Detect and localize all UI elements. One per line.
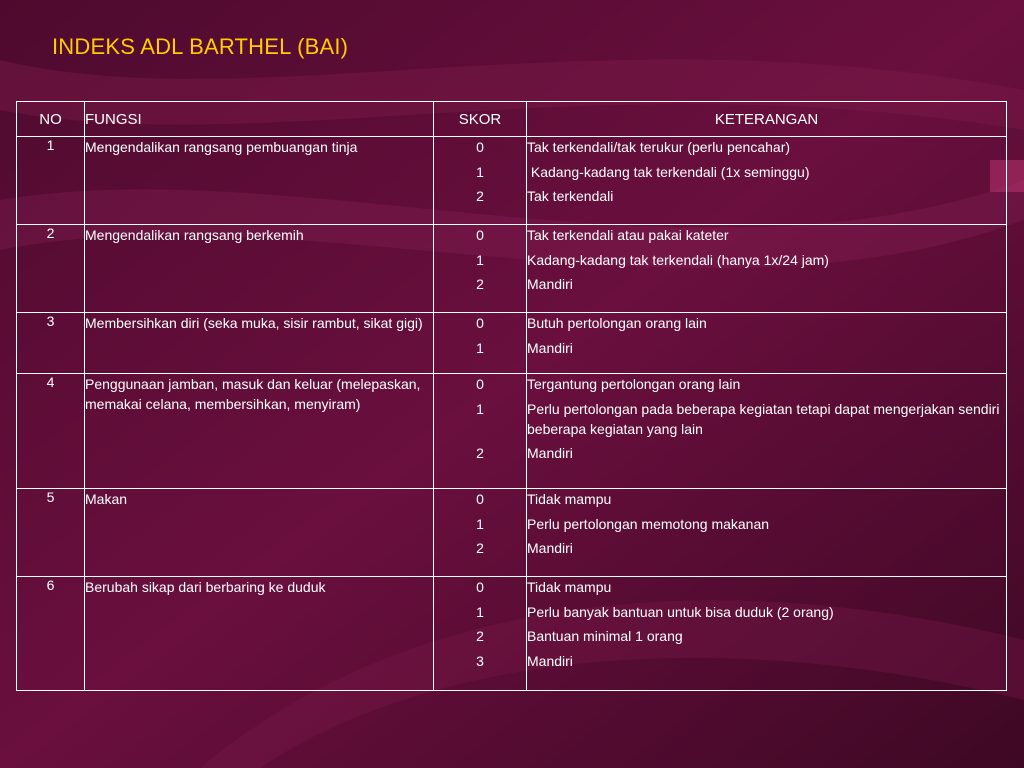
description-line: Mandiri bbox=[527, 339, 573, 356]
score-value: 3 bbox=[476, 652, 484, 669]
cell-keterangan bbox=[527, 225, 1007, 313]
page-title: INDEKS ADL BARTHEL (BAI) bbox=[52, 34, 349, 59]
table-row bbox=[17, 374, 1007, 489]
description-line: Tidak mampu bbox=[527, 491, 612, 507]
cell-fungsi: Makan bbox=[85, 489, 434, 577]
description-line: Bantuan minimal 1 orang bbox=[527, 628, 683, 645]
description-line: Kadang-kadang tak terkendali (1x seminggu) bbox=[527, 163, 810, 180]
cell-no: 4 bbox=[17, 374, 85, 489]
description-line: Tidak mampu bbox=[527, 579, 612, 595]
cell-skor bbox=[434, 313, 527, 374]
description-line: Mandiri bbox=[527, 276, 573, 293]
table-row bbox=[17, 577, 1007, 691]
description-line: Butuh pertolongan orang lain bbox=[527, 315, 707, 331]
score-value: 0 bbox=[476, 491, 484, 507]
description-line: Kadang-kadang tak terkendali (hanya 1x/24 jam) bbox=[527, 251, 829, 268]
cell-fungsi: Mengendalikan rangsang pembuangan tinja bbox=[85, 137, 434, 225]
cell-keterangan bbox=[527, 577, 1007, 691]
cell-no: 5 bbox=[17, 489, 85, 577]
score-value: 1 bbox=[476, 339, 484, 356]
cell-keterangan bbox=[527, 137, 1007, 225]
score-value: 0 bbox=[476, 315, 484, 331]
cell-no: 6 bbox=[17, 577, 85, 691]
score-spacer bbox=[434, 423, 526, 443]
description-line: Tergantung pertolongan orang lain bbox=[527, 376, 741, 392]
score-value: 0 bbox=[476, 139, 484, 155]
table-row bbox=[17, 225, 1007, 313]
table-header-row bbox=[17, 102, 1007, 137]
cell-skor bbox=[434, 374, 527, 489]
description-line: Tak terkendali/tak terukur (perlu pencahar) bbox=[527, 139, 791, 155]
table-row bbox=[17, 313, 1007, 374]
score-value: 1 bbox=[476, 603, 484, 620]
header-fungsi: FUNGSI bbox=[85, 102, 434, 137]
header-keterangan: KETERANGAN bbox=[527, 102, 1007, 137]
score-value: 1 bbox=[476, 163, 484, 180]
score-value: 2 bbox=[476, 445, 484, 462]
cell-keterangan bbox=[527, 374, 1007, 489]
cell-no: 3 bbox=[17, 313, 85, 374]
description-line: Mandiri bbox=[527, 652, 573, 669]
barthel-table bbox=[16, 101, 1007, 691]
description-line: Mandiri bbox=[527, 540, 573, 557]
score-value: 2 bbox=[476, 628, 484, 645]
score-value: 1 bbox=[476, 400, 484, 417]
cell-fungsi: Berubah sikap dari berbaring ke duduk bbox=[85, 577, 434, 691]
cell-skor bbox=[434, 577, 527, 691]
score-value: 2 bbox=[476, 276, 484, 293]
cell-fungsi: Penggunaan jamban, masuk dan keluar (melepaskan, memakai celana, membersihkan, menyiram) bbox=[85, 374, 434, 489]
score-value: 0 bbox=[476, 376, 484, 392]
description-line: Tak terkendali atau pakai kateter bbox=[527, 227, 729, 243]
cell-fungsi: Membersihkan diri (seka muka, sisir rambut, sikat gigi) bbox=[85, 313, 434, 374]
score-value: 0 bbox=[476, 227, 484, 243]
score-value: 1 bbox=[476, 251, 484, 268]
cell-no: 1 bbox=[17, 137, 85, 225]
description-line: Tak terkendali bbox=[527, 188, 614, 205]
score-value: 0 bbox=[476, 579, 484, 595]
cell-keterangan bbox=[527, 489, 1007, 577]
header-skor: SKOR bbox=[434, 102, 527, 137]
description-line: Perlu pertolongan memotong makanan bbox=[527, 515, 770, 532]
cell-fungsi: Mengendalikan rangsang berkemih bbox=[85, 225, 434, 313]
header-no: NO bbox=[17, 102, 85, 137]
cell-no: 2 bbox=[17, 225, 85, 313]
description-line: Perlu pertolongan pada beberapa kegiatan tetapi dapat mengerjakan sendiri beberapa kegiatan yang lain bbox=[527, 400, 1000, 437]
table-row bbox=[17, 137, 1007, 225]
description-line: Perlu banyak bantuan untuk bisa duduk (2 orang) bbox=[527, 603, 834, 620]
cell-keterangan bbox=[527, 313, 1007, 374]
cell-skor bbox=[434, 225, 527, 313]
score-value: 1 bbox=[476, 515, 484, 532]
score-value: 2 bbox=[476, 188, 484, 205]
score-value: 2 bbox=[476, 540, 484, 557]
cell-skor bbox=[434, 489, 527, 577]
cell-skor bbox=[434, 137, 527, 225]
description-line: Mandiri bbox=[527, 445, 573, 462]
table-row bbox=[17, 489, 1007, 577]
